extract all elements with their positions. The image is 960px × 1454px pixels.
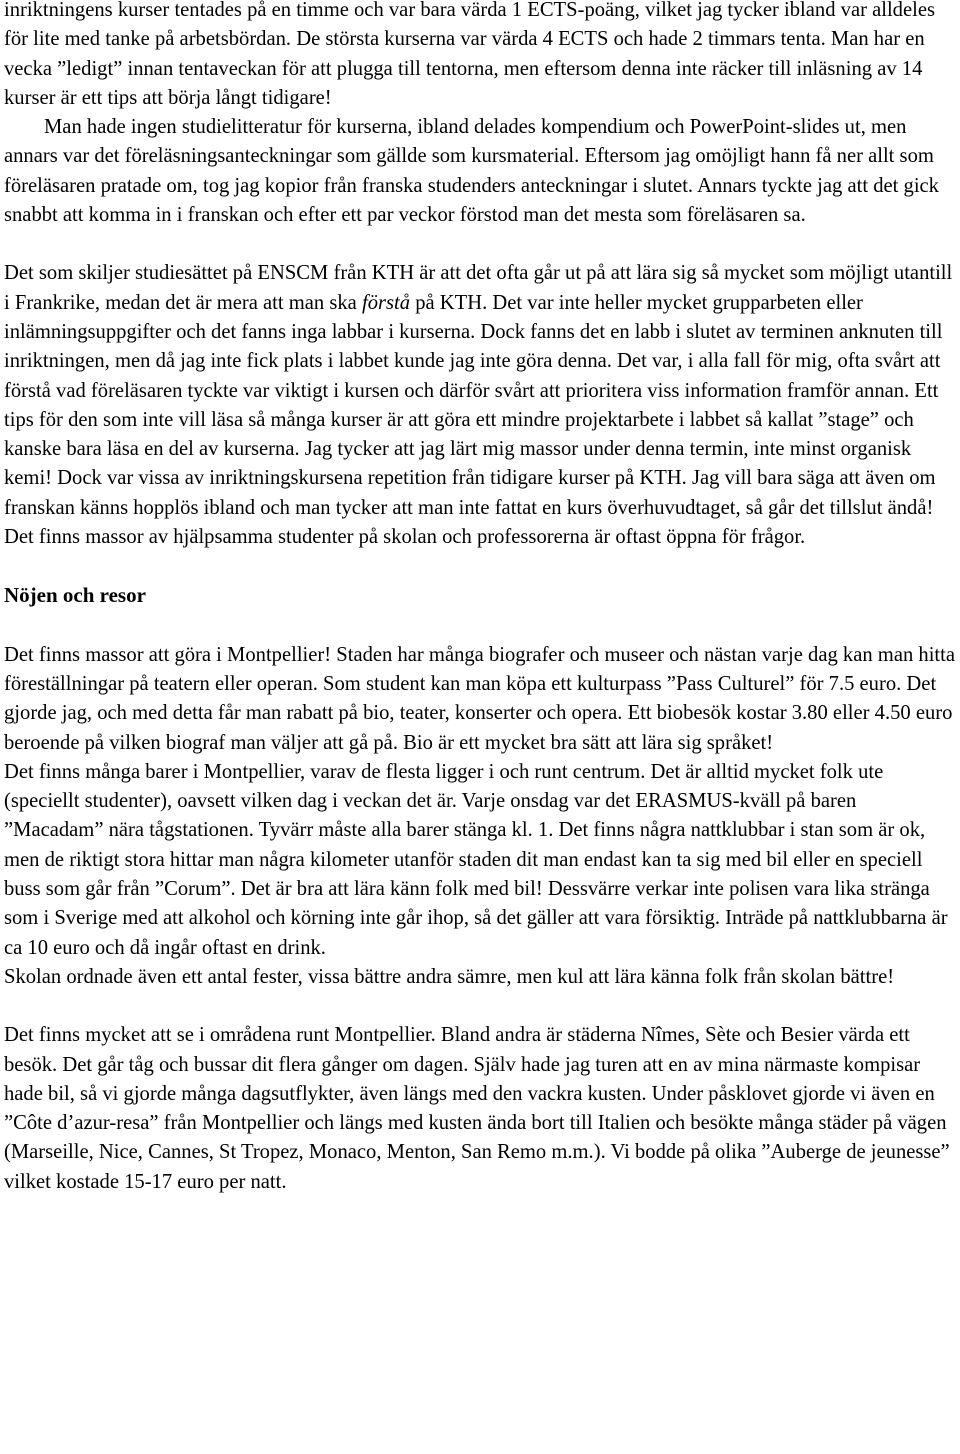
paragraph-study-method-part2: på KTH. Det var inte heller mycket grupparbeten eller inlämningsuppgifter och det fanns inga labbar i kurserna. Dock fanns det en labb i slutet av terminen anknuten till inriktningen, men då jag inte fick plats i labbet kunde jag inte göra denna. Det var, i alla fall för mig, ofta svårt att förstå vad föreläsaren tyckte var viktigt i kursen och därför svårt att prioritera viss information framför annan. Ett tips för den som inte vill läsa så många kurser är att göra ett mindre projektarbete i labbet så kallat ”stage” och kanske bara läsa en del av kurserna. Jag tycker att jag lärt mig massor under denna termin, inte minst organisk kemi! Dock var vissa av inriktningskursena repetition från tidigare kurser på KTH. Jag vill bara säga att även om franskan känns hopplös ibland och man tycker att man inte fattat en kurs överhuvudtaget, så går det tillslut ändå! Det finns massor av hjälpsamma studenter på skolan och professorerna är oftast öppna för frågor. <box>4 291 943 549</box>
heading-spacer <box>4 611 958 641</box>
paragraph-culture: Det finns massor att göra i Montpellier! Staden har många biografer och museer och nästan varje dag kan man hitta föreställningar på teatern eller operan. Som student kan man köpa ett kulturpass ”Pass Culturel” för 7.5 euro. Det gjorde jag, och med detta får man rabatt på bio, teater, konserter och opera. Ett biobesök kostar 3.80 eller 4.50 euro beroende på vilken biograf man väljer att gå på. Bio är ett mycket bra sätt att lära sig språket! <box>4 643 956 754</box>
paragraph-spacer <box>4 552 958 581</box>
section-heading: Nöjen och resor <box>4 583 146 608</box>
paragraph-travel: Det finns mycket att se i områdena runt Montpellier. Bland andra är städerna Nîmes, Sète och Besier värda ett besök. Det går tåg och bussar dit flera gånger om dagen. Själv hade jag turen att en av mina närmaste kompisar hade bil, så vi gjorde många dagsutflykter, även längs med den vackra kusten. Under påsklovet gjorde vi även en ”Côte d’azur-resa” från Montpellier och längs med kusten ända bort till Italien och besökte många städer på vägen (Marseille, Nice, Cannes, St Tropez, Monaco, Menton, San Remo m.m.). Vi bodde på olika ”Auberge de jeunesse” vilket kostade 15-17 euro per natt. <box>4 1024 950 1193</box>
paragraph-course-literature: Man hade ingen studielitteratur för kurserna, ibland delades kompendium och PowerPoint-slides ut, men annars var det föreläsningsanteckningar som gällde som kursmaterial. Eftersom jag omöjligt hann få ner allt som föreläsaren pratade om, tog jag kopior från franska studenders anteckningar i slutet. Annars tyckte jag att det gick snabbt att komma in i franskan och efter ett par veckor förstod man det mesta som föreläsaren sa. <box>4 116 939 227</box>
paragraph-spacer <box>4 230 958 259</box>
document-page <box>4 0 958 1197</box>
paragraph-course-exams: inriktningens kurser tentades på en timme och var bara värda 1 ECTS-poäng, vilket jag tycker ibland var alldeles för lite med tanke på arbetsbördan. De största kurserna var värda 4 ECTS och hade 2 timmars tenta. Man har en vecka ”ledigt” innan tentaveckan för att plugga till tentorna, men eftersom denna inte räcker till inläsning av 14 kurser är ett tips att börja långt tidigare! <box>4 0 935 109</box>
paragraph-spacer <box>4 992 958 1021</box>
paragraph-nightlife: Det finns många barer i Montpellier, varav de flesta ligger i och runt centrum. Det är alltid mycket folk ute (speciellt studenter), oavsett vilken dag i veckan det är. Varje onsdag var det ERASMUS-kväll på baren ”Macadam” nära tågstationen. Tyvärr måste alla barer stänga kl. 1. Det finns några nattklubbar i stan som är ok, men de riktigt stora hittar man några kilometer utanför staden dit man endast kan ta sig med bil eller en speciell buss som går från ”Corum”. Det är bra att lära känn folk med bil! Dessvärre verkar inte polisen vara lika stränga som i Sverige med att alkohol och körning inte går ihop, så det gäller att vara försiktig. Inträde på nattklubbarna är ca 10 euro och då ingår oftast en drink. <box>4 760 948 959</box>
paragraph-school-parties: Skolan ordnade även ett antal fester, vissa bättre andra sämre, men kul att lära känna folk från skolan bättre! <box>4 965 895 988</box>
emphasized-word: förstå <box>361 291 411 314</box>
paragraph-study-method-part1: Det som skiljer studiesättet på ENSCM från KTH är att det ofta går ut på att lära sig så mycket som möjligt utantill i Frankrike, medan det är mera att man ska <box>4 262 953 314</box>
paragraph-study-method <box>4 259 958 552</box>
